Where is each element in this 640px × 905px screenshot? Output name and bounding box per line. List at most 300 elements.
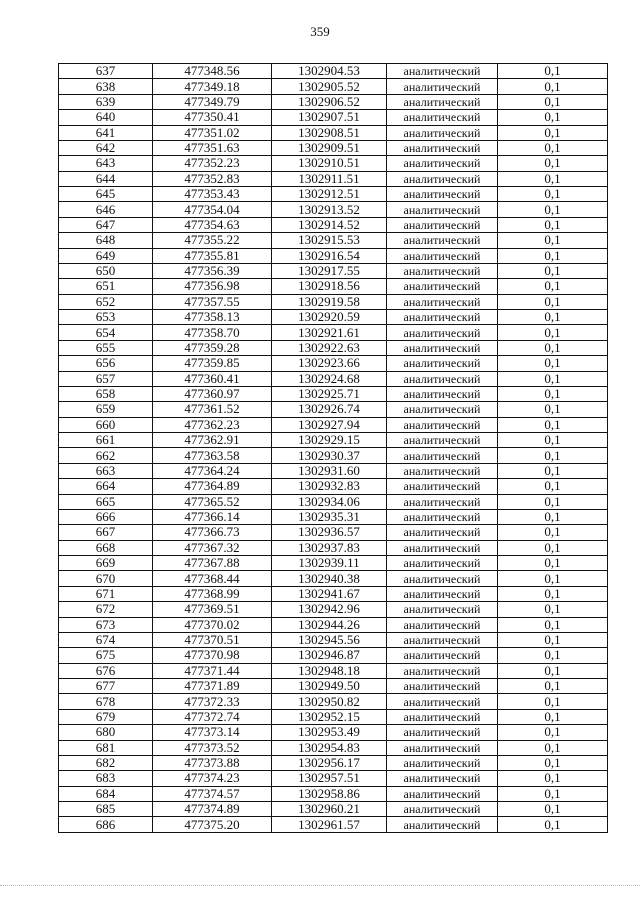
accuracy-cell: 0,1 [498, 217, 608, 232]
y-coordinate-cell: 1302949.50 [272, 679, 387, 694]
x-coordinate-cell: 477364.24 [153, 463, 272, 478]
table-row [59, 433, 608, 448]
accuracy-cell: 0,1 [498, 679, 608, 694]
x-coordinate-cell: 477358.70 [153, 325, 272, 340]
method-cell: аналитический [387, 694, 498, 709]
table-row [59, 248, 608, 263]
method-cell: аналитический [387, 525, 498, 540]
y-coordinate-cell: 1302948.18 [272, 663, 387, 678]
y-coordinate-cell: 1302945.56 [272, 632, 387, 647]
point-number-cell: 644 [59, 171, 153, 186]
point-number-cell: 662 [59, 448, 153, 463]
accuracy-cell: 0,1 [498, 248, 608, 263]
point-number-cell: 657 [59, 371, 153, 386]
accuracy-cell: 0,1 [498, 386, 608, 401]
x-coordinate-cell: 477355.81 [153, 248, 272, 263]
accuracy-cell: 0,1 [498, 571, 608, 586]
x-coordinate-cell: 477366.73 [153, 525, 272, 540]
table-row [59, 310, 608, 325]
table-row [59, 463, 608, 478]
point-number-cell: 683 [59, 771, 153, 786]
point-number-cell: 641 [59, 125, 153, 140]
point-number-cell: 652 [59, 294, 153, 309]
point-number-cell: 647 [59, 217, 153, 232]
table-row [59, 740, 608, 755]
accuracy-cell: 0,1 [498, 79, 608, 94]
y-coordinate-cell: 1302942.96 [272, 602, 387, 617]
x-coordinate-cell: 477375.20 [153, 817, 272, 833]
accuracy-cell: 0,1 [498, 479, 608, 494]
accuracy-cell: 0,1 [498, 709, 608, 724]
accuracy-cell: 0,1 [498, 340, 608, 355]
point-number-cell: 642 [59, 140, 153, 155]
method-cell: аналитический [387, 740, 498, 755]
table-row [59, 817, 608, 833]
x-coordinate-cell: 477371.89 [153, 679, 272, 694]
x-coordinate-cell: 477360.41 [153, 371, 272, 386]
y-coordinate-cell: 1302954.83 [272, 740, 387, 755]
y-coordinate-cell: 1302926.74 [272, 402, 387, 417]
method-cell: аналитический [387, 479, 498, 494]
x-coordinate-cell: 477363.58 [153, 448, 272, 463]
table-row [59, 679, 608, 694]
y-coordinate-cell: 1302939.11 [272, 556, 387, 571]
x-coordinate-cell: 477364.89 [153, 479, 272, 494]
x-coordinate-cell: 477356.39 [153, 263, 272, 278]
accuracy-cell: 0,1 [498, 648, 608, 663]
x-coordinate-cell: 477348.56 [153, 64, 272, 79]
accuracy-cell: 0,1 [498, 417, 608, 432]
method-cell: аналитический [387, 725, 498, 740]
table-row [59, 140, 608, 155]
method-cell: аналитический [387, 248, 498, 263]
method-cell: аналитический [387, 494, 498, 509]
method-cell: аналитический [387, 802, 498, 817]
point-number-cell: 654 [59, 325, 153, 340]
point-number-cell: 669 [59, 556, 153, 571]
y-coordinate-cell: 1302908.51 [272, 125, 387, 140]
method-cell: аналитический [387, 817, 498, 833]
accuracy-cell: 0,1 [498, 140, 608, 155]
y-coordinate-cell: 1302919.58 [272, 294, 387, 309]
table-row [59, 540, 608, 555]
x-coordinate-cell: 477356.98 [153, 279, 272, 294]
method-cell: аналитический [387, 140, 498, 155]
accuracy-cell: 0,1 [498, 263, 608, 278]
point-number-cell: 656 [59, 356, 153, 371]
table-row [59, 694, 608, 709]
table-row [59, 632, 608, 647]
x-coordinate-cell: 477368.99 [153, 586, 272, 601]
accuracy-cell: 0,1 [498, 110, 608, 125]
y-coordinate-cell: 1302956.17 [272, 755, 387, 770]
x-coordinate-cell: 477374.89 [153, 802, 272, 817]
y-coordinate-cell: 1302960.21 [272, 802, 387, 817]
x-coordinate-cell: 477353.43 [153, 187, 272, 202]
method-cell: аналитический [387, 94, 498, 109]
accuracy-cell: 0,1 [498, 233, 608, 248]
y-coordinate-cell: 1302927.94 [272, 417, 387, 432]
y-coordinate-cell: 1302923.66 [272, 356, 387, 371]
method-cell: аналитический [387, 371, 498, 386]
y-coordinate-cell: 1302946.87 [272, 648, 387, 663]
y-coordinate-cell: 1302944.26 [272, 617, 387, 632]
table-row [59, 602, 608, 617]
x-coordinate-cell: 477352.23 [153, 156, 272, 171]
y-coordinate-cell: 1302917.55 [272, 263, 387, 278]
x-coordinate-cell: 477349.18 [153, 79, 272, 94]
x-coordinate-cell: 477367.88 [153, 556, 272, 571]
method-cell: аналитический [387, 755, 498, 770]
point-number-cell: 651 [59, 279, 153, 294]
table-row [59, 725, 608, 740]
accuracy-cell: 0,1 [498, 294, 608, 309]
table-row [59, 417, 608, 432]
table-row [59, 202, 608, 217]
point-number-cell: 672 [59, 602, 153, 617]
table-row [59, 125, 608, 140]
scan-footer-line [0, 885, 640, 887]
accuracy-cell: 0,1 [498, 586, 608, 601]
method-cell: аналитический [387, 187, 498, 202]
table-row [59, 110, 608, 125]
y-coordinate-cell: 1302922.63 [272, 340, 387, 355]
y-coordinate-cell: 1302906.52 [272, 94, 387, 109]
point-number-cell: 655 [59, 340, 153, 355]
point-number-cell: 665 [59, 494, 153, 509]
y-coordinate-cell: 1302950.82 [272, 694, 387, 709]
y-coordinate-cell: 1302930.37 [272, 448, 387, 463]
x-coordinate-cell: 477359.85 [153, 356, 272, 371]
y-coordinate-cell: 1302941.67 [272, 586, 387, 601]
table-row [59, 325, 608, 340]
point-number-cell: 674 [59, 632, 153, 647]
point-number-cell: 681 [59, 740, 153, 755]
point-number-cell: 660 [59, 417, 153, 432]
table-row [59, 525, 608, 540]
method-cell: аналитический [387, 509, 498, 524]
page-number: 359 [310, 24, 330, 39]
x-coordinate-cell: 477370.98 [153, 648, 272, 663]
accuracy-cell: 0,1 [498, 371, 608, 386]
table-row [59, 648, 608, 663]
method-cell: аналитический [387, 79, 498, 94]
point-number-cell: 648 [59, 233, 153, 248]
table-row [59, 556, 608, 571]
y-coordinate-cell: 1302911.51 [272, 171, 387, 186]
table-row [59, 356, 608, 371]
point-number-cell: 667 [59, 525, 153, 540]
x-coordinate-cell: 477351.63 [153, 140, 272, 155]
point-number-cell: 663 [59, 463, 153, 478]
method-cell: аналитический [387, 217, 498, 232]
table-row [59, 294, 608, 309]
method-cell: аналитический [387, 617, 498, 632]
x-coordinate-cell: 477359.28 [153, 340, 272, 355]
accuracy-cell: 0,1 [498, 202, 608, 217]
accuracy-cell: 0,1 [498, 494, 608, 509]
x-coordinate-cell: 477373.52 [153, 740, 272, 755]
x-coordinate-cell: 477355.22 [153, 233, 272, 248]
point-number-cell: 684 [59, 786, 153, 801]
y-coordinate-cell: 1302905.52 [272, 79, 387, 94]
table-row [59, 494, 608, 509]
y-coordinate-cell: 1302952.15 [272, 709, 387, 724]
coordinates-table [58, 63, 608, 833]
y-coordinate-cell: 1302934.06 [272, 494, 387, 509]
accuracy-cell: 0,1 [498, 602, 608, 617]
x-coordinate-cell: 477372.74 [153, 709, 272, 724]
table-row [59, 263, 608, 278]
method-cell: аналитический [387, 202, 498, 217]
point-number-cell: 680 [59, 725, 153, 740]
accuracy-cell: 0,1 [498, 325, 608, 340]
table-row [59, 340, 608, 355]
method-cell: аналитический [387, 340, 498, 355]
y-coordinate-cell: 1302929.15 [272, 433, 387, 448]
table-row [59, 617, 608, 632]
y-coordinate-cell: 1302907.51 [272, 110, 387, 125]
table-row [59, 279, 608, 294]
x-coordinate-cell: 477370.51 [153, 632, 272, 647]
point-number-cell: 677 [59, 679, 153, 694]
y-coordinate-cell: 1302912.51 [272, 187, 387, 202]
table-row [59, 386, 608, 401]
point-number-cell: 666 [59, 509, 153, 524]
accuracy-cell: 0,1 [498, 540, 608, 555]
x-coordinate-cell: 477369.51 [153, 602, 272, 617]
table-row [59, 571, 608, 586]
x-coordinate-cell: 477360.97 [153, 386, 272, 401]
method-cell: аналитический [387, 356, 498, 371]
point-number-cell: 686 [59, 817, 153, 833]
method-cell: аналитический [387, 556, 498, 571]
x-coordinate-cell: 477374.57 [153, 786, 272, 801]
method-cell: аналитический [387, 433, 498, 448]
x-coordinate-cell: 477371.44 [153, 663, 272, 678]
accuracy-cell: 0,1 [498, 771, 608, 786]
method-cell: аналитический [387, 310, 498, 325]
method-cell: аналитический [387, 709, 498, 724]
point-number-cell: 664 [59, 479, 153, 494]
accuracy-cell: 0,1 [498, 433, 608, 448]
y-coordinate-cell: 1302957.51 [272, 771, 387, 786]
point-number-cell: 643 [59, 156, 153, 171]
table-row [59, 802, 608, 817]
y-coordinate-cell: 1302958.86 [272, 786, 387, 801]
x-coordinate-cell: 477354.63 [153, 217, 272, 232]
accuracy-cell: 0,1 [498, 663, 608, 678]
table-row [59, 233, 608, 248]
y-coordinate-cell: 1302936.57 [272, 525, 387, 540]
accuracy-cell: 0,1 [498, 556, 608, 571]
accuracy-cell: 0,1 [498, 786, 608, 801]
point-number-cell: 670 [59, 571, 153, 586]
point-number-cell: 673 [59, 617, 153, 632]
method-cell: аналитический [387, 786, 498, 801]
y-coordinate-cell: 1302932.83 [272, 479, 387, 494]
table-row [59, 402, 608, 417]
method-cell: аналитический [387, 325, 498, 340]
x-coordinate-cell: 477352.83 [153, 171, 272, 186]
accuracy-cell: 0,1 [498, 740, 608, 755]
method-cell: аналитический [387, 648, 498, 663]
method-cell: аналитический [387, 294, 498, 309]
accuracy-cell: 0,1 [498, 448, 608, 463]
accuracy-cell: 0,1 [498, 125, 608, 140]
table-row [59, 371, 608, 386]
x-coordinate-cell: 477374.23 [153, 771, 272, 786]
method-cell: аналитический [387, 602, 498, 617]
point-number-cell: 637 [59, 64, 153, 79]
accuracy-cell: 0,1 [498, 632, 608, 647]
accuracy-cell: 0,1 [498, 64, 608, 79]
y-coordinate-cell: 1302904.53 [272, 64, 387, 79]
x-coordinate-cell: 477349.79 [153, 94, 272, 109]
method-cell: аналитический [387, 632, 498, 647]
method-cell: аналитический [387, 463, 498, 478]
x-coordinate-cell: 477372.33 [153, 694, 272, 709]
table-row [59, 709, 608, 724]
table-row [59, 187, 608, 202]
table-row [59, 79, 608, 94]
x-coordinate-cell: 477373.14 [153, 725, 272, 740]
point-number-cell: 658 [59, 386, 153, 401]
x-coordinate-cell: 477370.02 [153, 617, 272, 632]
y-coordinate-cell: 1302924.68 [272, 371, 387, 386]
point-number-cell: 678 [59, 694, 153, 709]
x-coordinate-cell: 477365.52 [153, 494, 272, 509]
y-coordinate-cell: 1302935.31 [272, 509, 387, 524]
point-number-cell: 646 [59, 202, 153, 217]
method-cell: аналитический [387, 233, 498, 248]
point-number-cell: 671 [59, 586, 153, 601]
x-coordinate-cell: 477350.41 [153, 110, 272, 125]
method-cell: аналитический [387, 771, 498, 786]
accuracy-cell: 0,1 [498, 525, 608, 540]
table-row [59, 156, 608, 171]
y-coordinate-cell: 1302940.38 [272, 571, 387, 586]
table-row [59, 448, 608, 463]
x-coordinate-cell: 477361.52 [153, 402, 272, 417]
point-number-cell: 661 [59, 433, 153, 448]
table-row [59, 755, 608, 770]
table-row [59, 479, 608, 494]
accuracy-cell: 0,1 [498, 694, 608, 709]
accuracy-cell: 0,1 [498, 94, 608, 109]
x-coordinate-cell: 477357.55 [153, 294, 272, 309]
method-cell: аналитический [387, 279, 498, 294]
point-number-cell: 649 [59, 248, 153, 263]
x-coordinate-cell: 477373.88 [153, 755, 272, 770]
method-cell: аналитический [387, 263, 498, 278]
accuracy-cell: 0,1 [498, 463, 608, 478]
table-row [59, 217, 608, 232]
table-row [59, 786, 608, 801]
accuracy-cell: 0,1 [498, 802, 608, 817]
method-cell: аналитический [387, 540, 498, 555]
x-coordinate-cell: 477362.23 [153, 417, 272, 432]
x-coordinate-cell: 477362.91 [153, 433, 272, 448]
method-cell: аналитический [387, 156, 498, 171]
accuracy-cell: 0,1 [498, 755, 608, 770]
accuracy-cell: 0,1 [498, 156, 608, 171]
point-number-cell: 676 [59, 663, 153, 678]
x-coordinate-cell: 477368.44 [153, 571, 272, 586]
point-number-cell: 659 [59, 402, 153, 417]
table-row [59, 586, 608, 601]
y-coordinate-cell: 1302914.52 [272, 217, 387, 232]
x-coordinate-cell: 477358.13 [153, 310, 272, 325]
y-coordinate-cell: 1302925.71 [272, 386, 387, 401]
method-cell: аналитический [387, 586, 498, 601]
x-coordinate-cell: 477351.02 [153, 125, 272, 140]
method-cell: аналитический [387, 448, 498, 463]
point-number-cell: 640 [59, 110, 153, 125]
table-row [59, 771, 608, 786]
method-cell: аналитический [387, 417, 498, 432]
point-number-cell: 650 [59, 263, 153, 278]
table-row [59, 94, 608, 109]
method-cell: аналитический [387, 171, 498, 186]
accuracy-cell: 0,1 [498, 356, 608, 371]
x-coordinate-cell: 477367.32 [153, 540, 272, 555]
method-cell: аналитический [387, 110, 498, 125]
y-coordinate-cell: 1302915.53 [272, 233, 387, 248]
accuracy-cell: 0,1 [498, 279, 608, 294]
table-row [59, 64, 608, 79]
accuracy-cell: 0,1 [498, 617, 608, 632]
accuracy-cell: 0,1 [498, 310, 608, 325]
point-number-cell: 668 [59, 540, 153, 555]
method-cell: аналитический [387, 386, 498, 401]
point-number-cell: 679 [59, 709, 153, 724]
method-cell: аналитический [387, 679, 498, 694]
point-number-cell: 645 [59, 187, 153, 202]
accuracy-cell: 0,1 [498, 187, 608, 202]
coordinates-table-body [59, 64, 608, 833]
y-coordinate-cell: 1302909.51 [272, 140, 387, 155]
accuracy-cell: 0,1 [498, 509, 608, 524]
table-row [59, 509, 608, 524]
point-number-cell: 675 [59, 648, 153, 663]
y-coordinate-cell: 1302937.83 [272, 540, 387, 555]
point-number-cell: 685 [59, 802, 153, 817]
method-cell: аналитический [387, 64, 498, 79]
method-cell: аналитический [387, 402, 498, 417]
method-cell: аналитический [387, 663, 498, 678]
accuracy-cell: 0,1 [498, 402, 608, 417]
y-coordinate-cell: 1302931.60 [272, 463, 387, 478]
table-row [59, 171, 608, 186]
y-coordinate-cell: 1302953.49 [272, 725, 387, 740]
x-coordinate-cell: 477366.14 [153, 509, 272, 524]
point-number-cell: 653 [59, 310, 153, 325]
method-cell: аналитический [387, 571, 498, 586]
y-coordinate-cell: 1302920.59 [272, 310, 387, 325]
y-coordinate-cell: 1302921.61 [272, 325, 387, 340]
y-coordinate-cell: 1302916.54 [272, 248, 387, 263]
y-coordinate-cell: 1302910.51 [272, 156, 387, 171]
x-coordinate-cell: 477354.04 [153, 202, 272, 217]
point-number-cell: 682 [59, 755, 153, 770]
accuracy-cell: 0,1 [498, 171, 608, 186]
accuracy-cell: 0,1 [498, 817, 608, 833]
point-number-cell: 638 [59, 79, 153, 94]
point-number-cell: 639 [59, 94, 153, 109]
y-coordinate-cell: 1302961.57 [272, 817, 387, 833]
method-cell: аналитический [387, 125, 498, 140]
